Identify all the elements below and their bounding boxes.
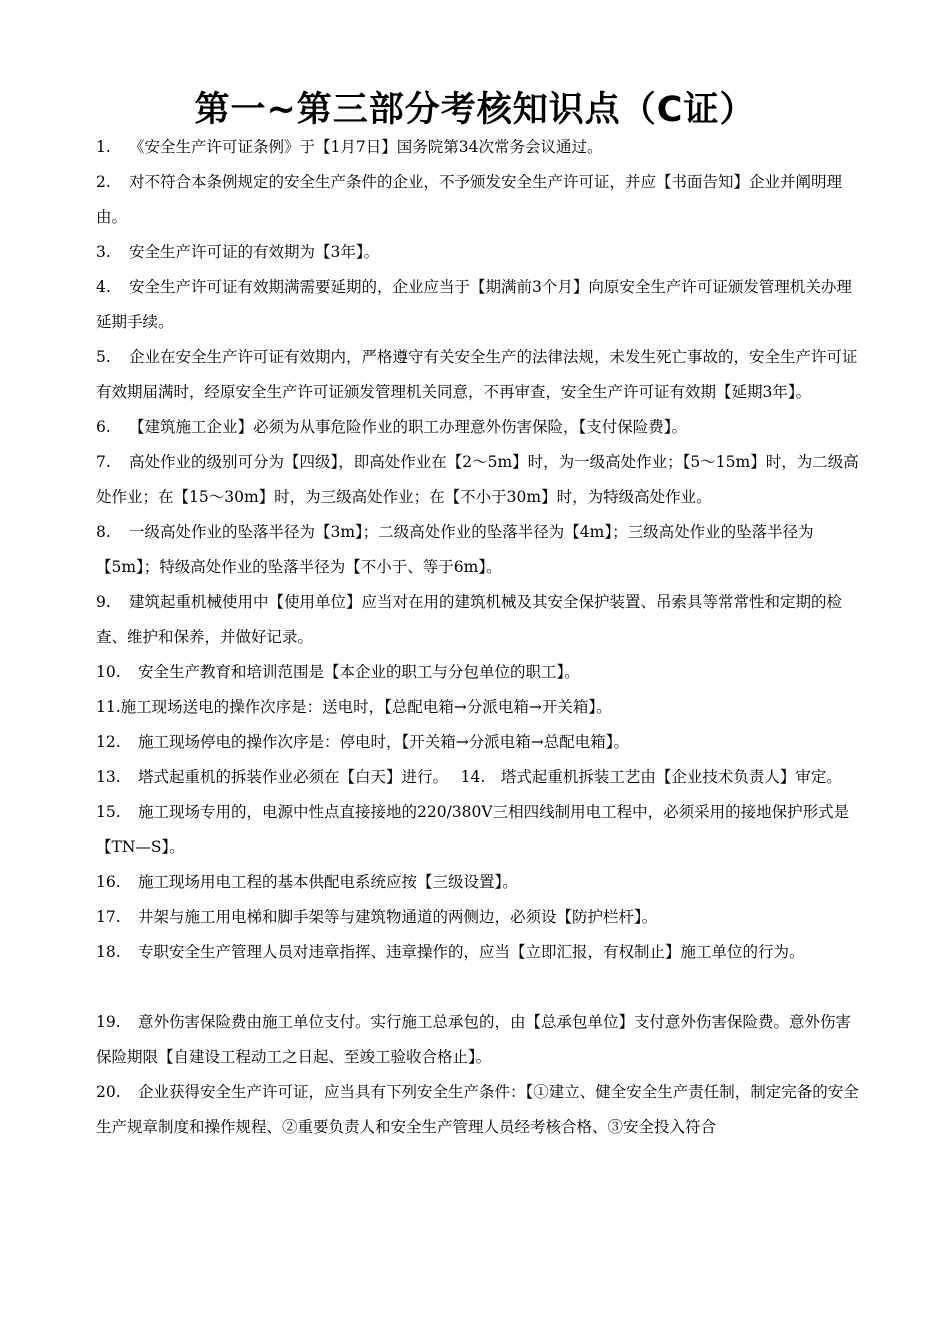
item-text: 意外伤害保险费由施工单位支付。实行施工总承包的，由【总承包单位】支付意外伤害保险费。意外伤害保险期限【自建设工程动工之日起、至竣工验收合格止】。 [96,1013,852,1066]
item-number: 3. [96,243,111,261]
list-item [96,900,866,935]
list-item [96,515,866,585]
item-text: 井架与施工用电梯和脚手架等与建筑物通道的两侧边，必须设【防护栏杆】。 [138,908,658,926]
list-item [96,340,866,410]
list-item [96,130,866,165]
item-text: 安全生产教育和培训范围是【本企业的职工与分包单位的职工】。 [138,663,580,681]
item-number: 7. [96,453,111,471]
item-text: 高处作业的级别可分为【四级】，即高处作业在【2～5m】时，为一级高处作业；【5～15m】时，为二级高处作业；在【15～30m】时，为三级高处作业；在【不小于30m】时，为特级高处作业。 [96,453,859,506]
list-item [96,410,866,445]
item-text: 企业获得安全生产许可证，应当具有下列安全生产条件：【①建立、健全安全生产责任制，制定完备的安全生产规章制度和操作规程、②重要负责人和安全生产管理人员经考核合格、③安全投入符合 [96,1083,859,1136]
item-text: 建筑起重机械使用中【使用单位】应当对在用的建筑机械及其安全保护装置、吊索具等常常性和定期的检查、维护和保养，并做好记录。 [96,593,843,646]
list-item [96,655,866,690]
item-text: 安全生产许可证的有效期为【3年】。 [129,243,380,261]
blank-line [96,970,866,1005]
list-item [96,865,866,900]
item-text: 一级高处作业的坠落半径为【3m】；二级高处作业的坠落半径为【4m】；三级高处作业的坠落半径为【5m】；特级高处作业的坠落半径为【不小于、等于6m】。 [96,523,814,576]
item-text: 施工现场用电工程的基本供配电系统应按【三级设置】。 [138,873,518,891]
item-text: 【建筑施工企业】必须为从事危险作业的职工办理意外伤害保险，【支付保险费】。 [129,418,688,436]
item-number: 2. [96,173,111,191]
item-text: 塔式起重机的拆装作业必须在【白天】进行。 14. 塔式起重机拆装工艺由【企业技术负责人】审定。 [138,768,842,786]
item-number: 1. [96,138,111,156]
item-number: 9. [96,593,111,611]
list-item [96,1075,866,1145]
list-item [96,725,866,760]
item-number: 20. [96,1083,121,1101]
item-number: 10. [96,663,121,681]
item-number: 13. [96,768,121,786]
item-number: 5. [96,348,111,366]
item-number: 6. [96,418,111,436]
item-number: 15. [96,803,121,821]
list-item [96,760,866,795]
list-item [96,585,866,655]
page-title: 第一~第三部分考核知识点（C证） [194,90,756,130]
item-text: 专职安全生产管理人员对违章指挥、违章操作的，应当【立即汇报，有权制止】施工单位的行为。 [138,943,805,961]
list-item [96,235,866,270]
item-text: 施工现场停电的操作次序是：停电时，【开关箱→分派电箱→总配电箱】。 [138,733,629,751]
item-number: 4. [96,278,111,296]
list-item [96,690,866,725]
list-item [96,445,866,515]
item-number: 8. [96,523,111,541]
list-item [96,1005,866,1075]
document-body [96,130,866,1145]
list-item [96,795,866,865]
item-number: 16. [96,873,121,891]
item-text: 安全生产许可证有效期满需要延期的，企业应当于【期满前3个月】向原安全生产许可证颁发管理机关办理延期手续。 [96,278,852,331]
item-number: 18. [96,943,121,961]
item-number: 12. [96,733,121,751]
list-item [96,165,866,235]
item-number: 19. [96,1013,121,1031]
item-text: 《安全生产许可证条例》于【1月7日】国务院第34次常务会议通过。 [129,138,603,156]
item-number: 17. [96,908,121,926]
item-text: 企业在安全生产许可证有效期内，严格遵守有关安全生产的法律法规，未发生死亡事故的，安全生产许可证有效期届满时，经原安全生产许可证颁发管理机关同意，不再审查，安全生产许可证有效期【延期3年】。 [96,348,858,401]
item-number: 11. [96,698,121,716]
item-text: 施工现场专用的，电源中性点直接接地的220/380V三相四线制用电工程中，必须采用的接地保护形式是【TN—S】。 [96,803,850,856]
item-text: 施工现场送电的操作次序是：送电时，【总配电箱→分派电箱→开关箱】。 [120,698,612,716]
list-item [96,935,866,970]
item-text: 对不符合本条例规定的安全生产条件的企业，不予颁发安全生产许可证，并应【书面告知】企业并阐明理由。 [96,173,843,226]
list-item [96,270,866,340]
